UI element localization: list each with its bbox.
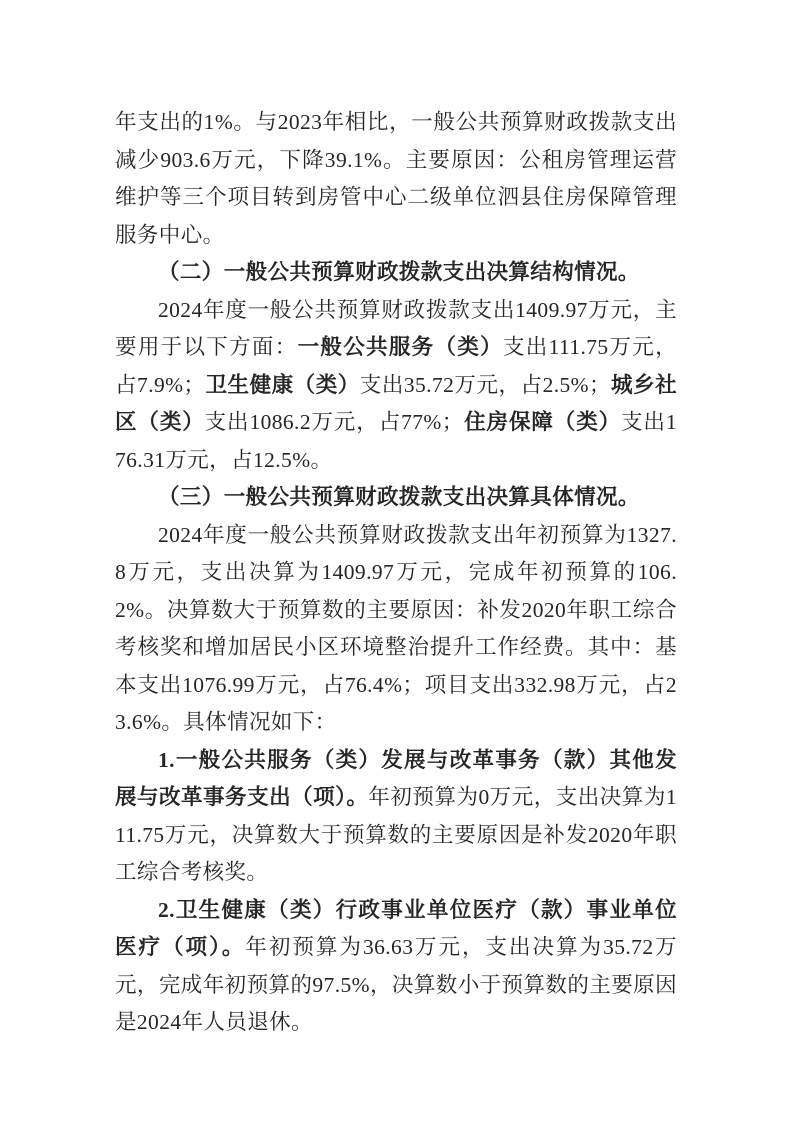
text-run-bold: 住房保障（类） (463, 410, 622, 434)
text-run: 年初预算为0万元，支出决算为111.75万元，决算数大于预算数的主要原因是补发2020年职工综合考核奖。 (115, 785, 677, 884)
paragraph-expenditure-detail (115, 517, 677, 742)
text-run: 年初预算为36.63万元，支出决算为35.72万元，完成年初预算的97.5%，决算数小于预算数的主要原因是2024年人员退休。 (115, 935, 678, 1034)
text-run: 支出35.72万元，占2.5%； (359, 372, 611, 397)
text-run: 支出111.75万元，占7.9%； (115, 335, 678, 397)
item-title-bold: 2.卫生健康（类）行政事业单位医疗（款）事业单位医疗（项）。 (115, 897, 677, 959)
text-run: 2024年度一般公共预算财政拨款支出1409.97万元，主要用于以下方面： (115, 297, 677, 359)
paragraph-item-1 (115, 742, 677, 892)
text-run: 2024年度一般公共预算财政拨款支出年初预算为1327.8万元，支出决算为1409.97万元，完成年初预算的106.2%。决算数大于预算数的主要原因：补发2020年职工综合考核奖和增加居民小区环境整治提升工作经费。其中：基本支出1076.99万元，占76.4%；项目支出332.98万元，占23.6%。具体情况如下： (115, 522, 677, 734)
text-run: 年支出的1%。与2023年相比，一般公共预算财政拨款支出减少903.6万元，下降39.1%。主要原因：公租房管理运营维护等三个项目转到房管中心二级单位泗县住房保障管理服务中心。 (115, 110, 677, 247)
text-run-bold: 城乡社区（类） (115, 372, 678, 434)
heading-text: （二）一般公共预算财政拨款支出决算结构情况。 (158, 260, 640, 284)
paragraph-item-2 (115, 892, 677, 1042)
text-run-bold: 一般公共服务（类） (297, 335, 503, 359)
document-body (115, 104, 677, 1042)
heading-text: （三）一般公共预算财政拨款支出决算具体情况。 (158, 485, 640, 509)
paragraph-expenditure-structure (115, 292, 677, 480)
item-title-bold: 1.一般公共服务（类）发展与改革事务（款）其他发展与改革事务支出（项）。 (115, 747, 677, 809)
section-heading-3 (115, 479, 677, 517)
section-heading-2 (115, 254, 677, 292)
text-run-bold: 卫生健康（类） (205, 372, 360, 397)
paragraph-continuation (115, 104, 677, 254)
text-run: 支出176.31万元，占12.5%。 (115, 410, 677, 472)
text-run: 支出1086.2万元，占77%； (204, 410, 464, 434)
